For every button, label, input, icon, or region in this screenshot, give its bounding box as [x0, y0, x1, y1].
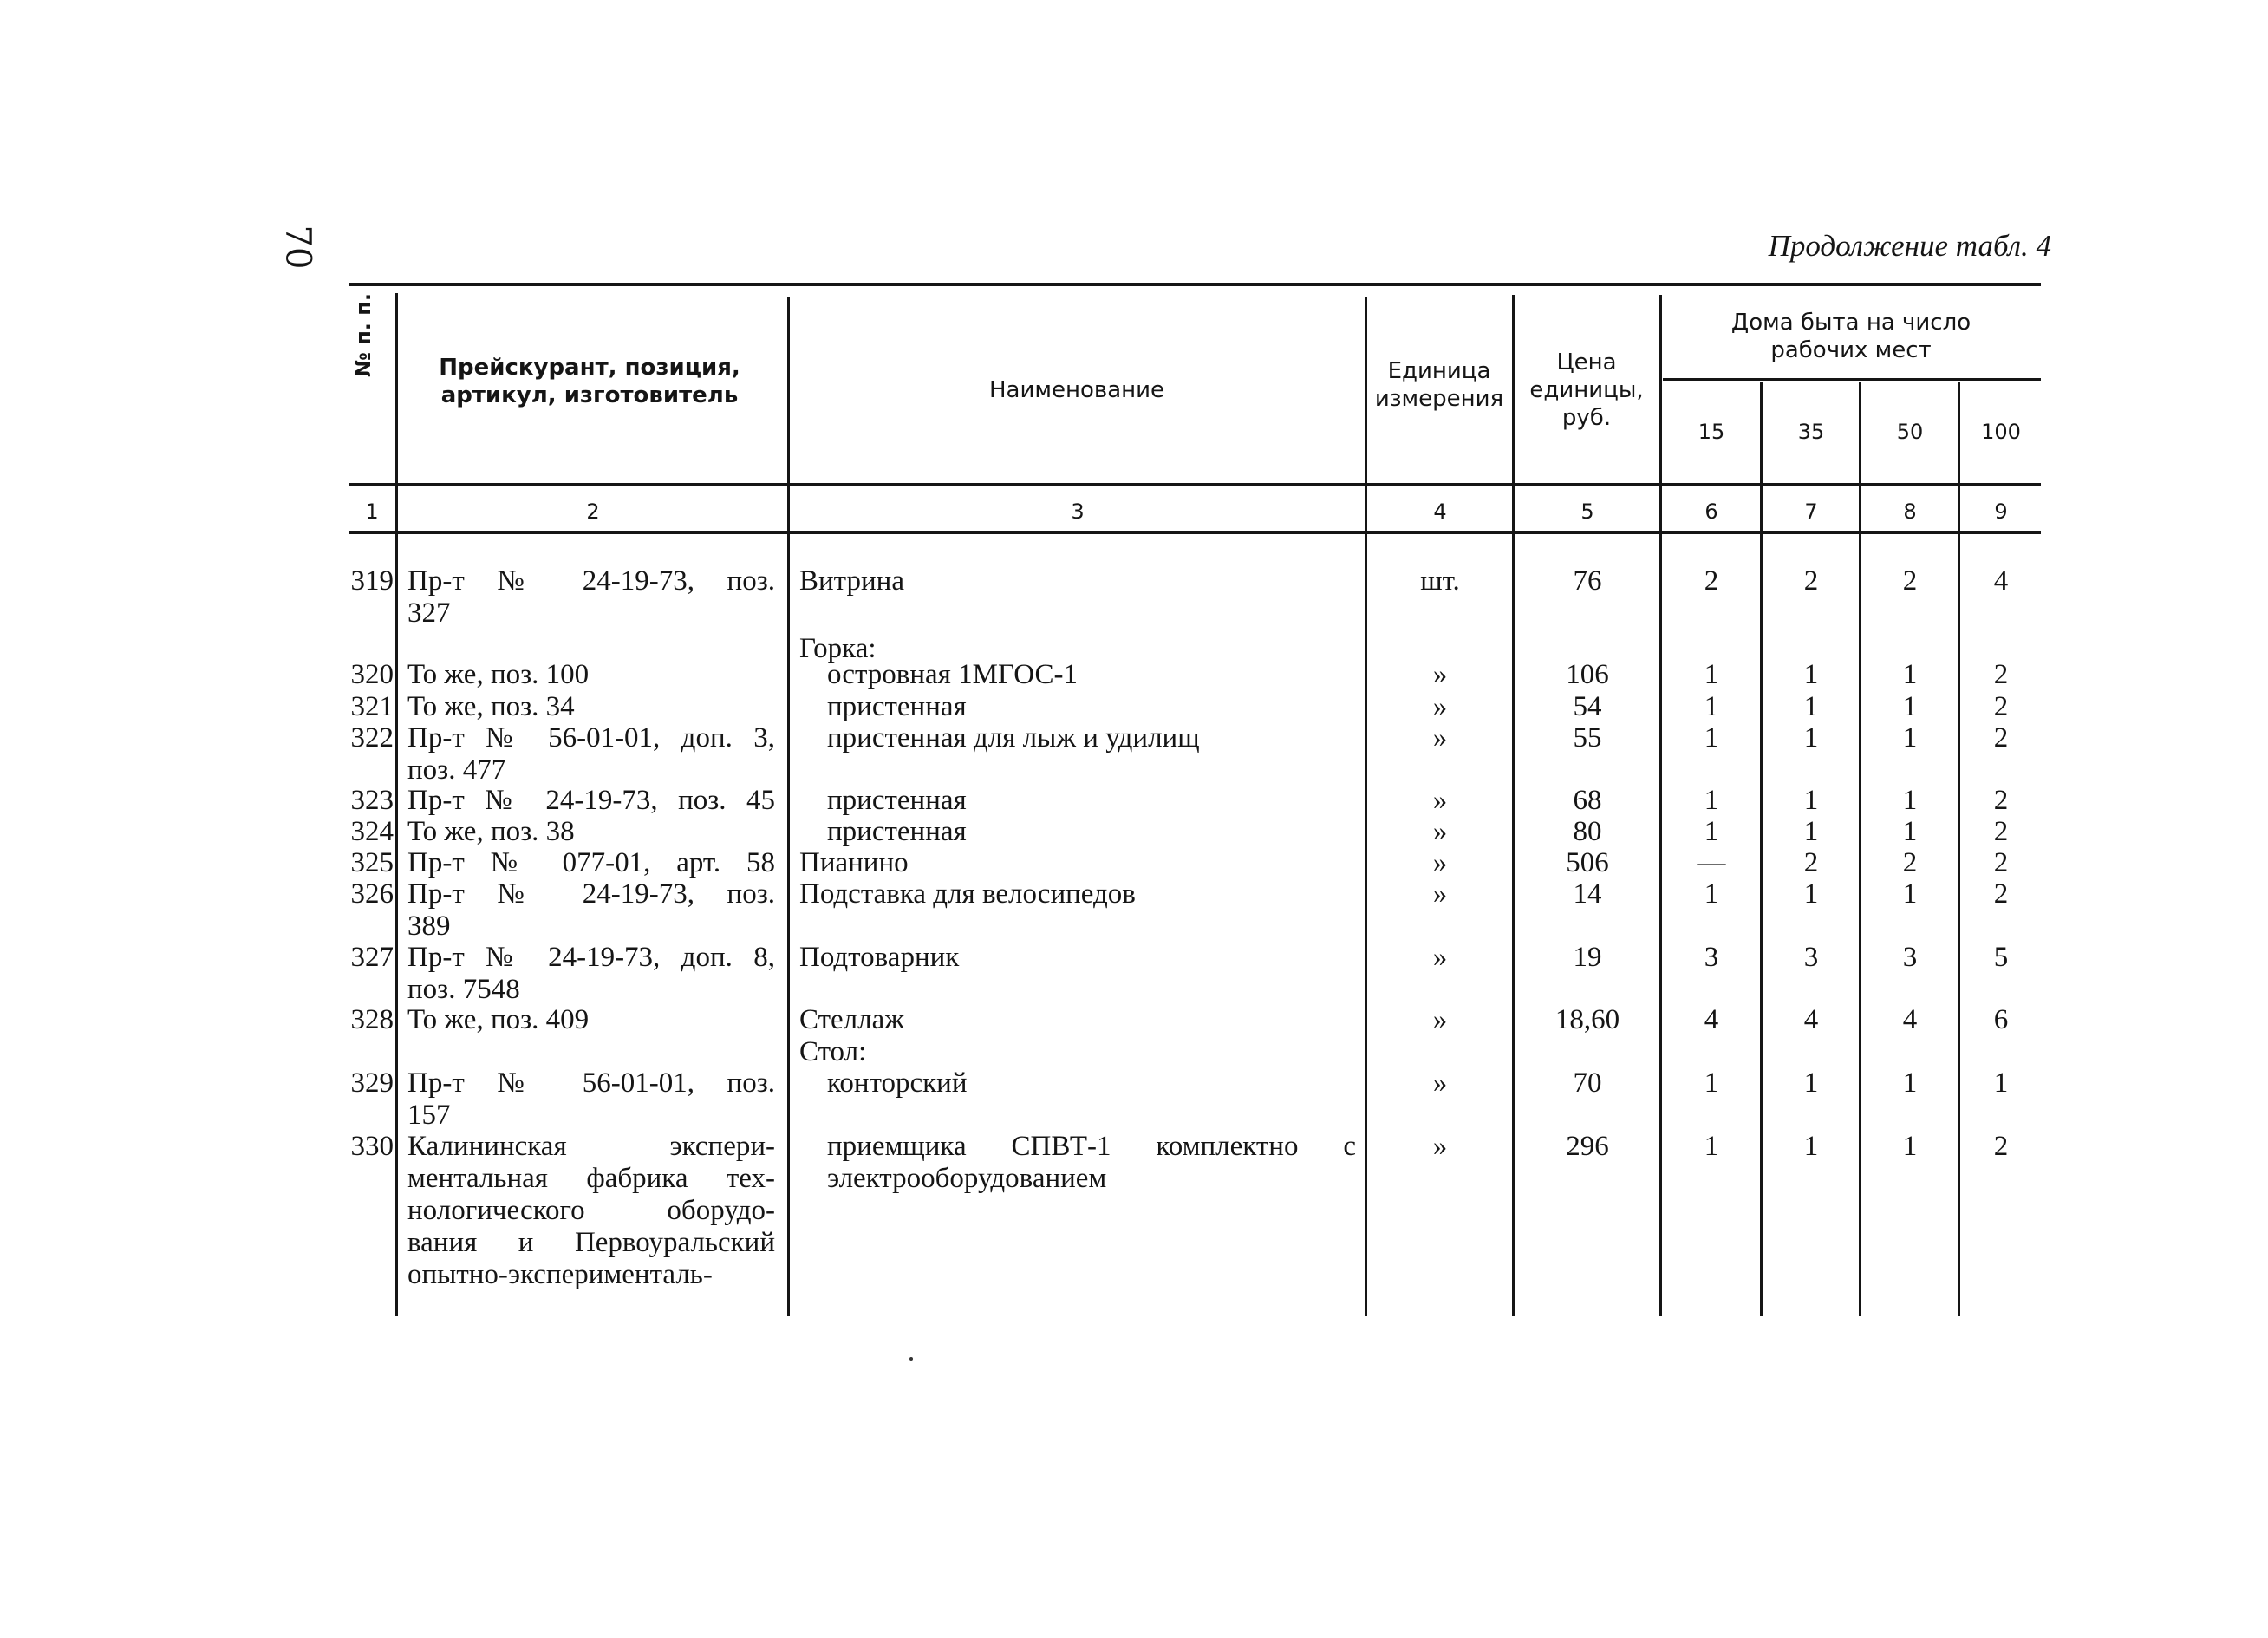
price: 14	[1573, 878, 1602, 910]
page-number: 70	[277, 225, 318, 270]
quantity-50: 2	[1902, 565, 1918, 597]
row-number: 324	[350, 816, 394, 847]
quantity-50: 1	[1902, 691, 1918, 722]
item-name: пристенная	[827, 691, 967, 722]
price: 506	[1566, 847, 1609, 878]
col-divider-3	[1365, 297, 1367, 1316]
price: 296	[1566, 1131, 1609, 1162]
item-name: пристенная	[827, 785, 967, 816]
quantity-100: 4	[1993, 565, 2009, 597]
column-number-3: 3	[1071, 499, 1085, 524]
col-divider-2	[787, 297, 790, 1316]
header-row-number: № п. п.	[351, 293, 375, 377]
header-workplaces-15: 15	[1698, 420, 1725, 444]
column-number-9: 9	[1994, 499, 2008, 524]
quantity-50: 1	[1902, 878, 1918, 910]
item-name: пристенная	[827, 816, 967, 847]
quantity-100: 2	[1993, 1131, 2009, 1162]
col-divider-6	[1760, 382, 1763, 1316]
quantity-50: 4	[1902, 1004, 1918, 1035]
pricelist-ref: Пр-т № 24-19-73, поз.	[407, 878, 775, 910]
pricelist-ref: 157	[407, 1100, 451, 1131]
unit: »	[1432, 659, 1448, 690]
quantity-100: 2	[1993, 722, 2009, 754]
pricelist-ref: 327	[407, 597, 451, 629]
column-number-4: 4	[1433, 499, 1447, 524]
pricelist-ref: поз. 477	[407, 754, 506, 786]
col-divider-5	[1659, 295, 1662, 1316]
quantity-15: 1	[1704, 722, 1719, 754]
price: 18,60	[1554, 1004, 1620, 1035]
quantity-15: 1	[1704, 816, 1719, 847]
quantity-15: —	[1697, 847, 1726, 878]
item-name: электрооборудованием	[827, 1163, 1107, 1194]
quantity-15: 3	[1704, 942, 1719, 973]
quantity-100: 6	[1993, 1004, 2009, 1035]
column-number-5: 5	[1580, 499, 1594, 524]
quantity-35: 1	[1803, 659, 1819, 690]
pricelist-ref: То же, поз. 38	[407, 816, 575, 847]
header-workplaces-35: 35	[1797, 420, 1825, 444]
quantity-35: 1	[1803, 1067, 1819, 1099]
quantity-35: 1	[1803, 691, 1819, 722]
quantity-100: 2	[1993, 659, 2009, 690]
unit: »	[1432, 722, 1448, 754]
unit: шт.	[1420, 565, 1460, 597]
pricelist-ref: То же, поз. 100	[407, 659, 590, 690]
unit: »	[1432, 878, 1448, 910]
col-divider-4	[1512, 295, 1515, 1316]
quantity-100: 2	[1993, 878, 2009, 910]
row-number: 328	[350, 1004, 394, 1035]
table-caption: Продолжение табл. 4	[1768, 229, 2051, 263]
row-number: 319	[350, 565, 394, 597]
row-number: 327	[350, 942, 394, 973]
price: 76	[1573, 565, 1602, 597]
quantity-50: 3	[1902, 942, 1918, 973]
pricelist-ref: ментальная фабрика тех-	[407, 1163, 775, 1194]
quantity-35: 2	[1803, 847, 1819, 878]
quantity-35: 3	[1803, 942, 1819, 973]
quantity-15: 4	[1704, 1004, 1719, 1035]
unit: »	[1432, 691, 1448, 722]
column-number-8: 8	[1903, 499, 1917, 524]
pricelist-ref: Пр-т № 56-01-01, доп. 3,	[407, 722, 775, 754]
row-number: 322	[350, 722, 394, 754]
header-price: Цена единицы, руб.	[1529, 349, 1644, 431]
quantity-15: 1	[1704, 1067, 1719, 1099]
item-name: островная 1МГОС-1	[827, 659, 1078, 690]
quantity-50: 1	[1902, 722, 1918, 754]
unit: »	[1432, 942, 1448, 973]
stray-dot	[909, 1357, 913, 1361]
item-name: Стеллаж	[799, 1004, 905, 1035]
pricelist-ref: Пр-т № 077-01, арт. 58	[407, 847, 775, 878]
subheader-rule	[1663, 378, 2041, 381]
column-number-1: 1	[365, 499, 379, 524]
table-top-rule	[349, 283, 2041, 286]
quantity-35: 2	[1803, 565, 1819, 597]
price: 106	[1566, 659, 1609, 690]
item-name: Стол:	[799, 1036, 867, 1067]
colnum-bottom-rule	[349, 531, 2041, 534]
item-name: Подтоварник	[799, 942, 960, 973]
quantity-50: 1	[1902, 659, 1918, 690]
quantity-15: 1	[1704, 878, 1719, 910]
row-number: 326	[350, 878, 394, 910]
col-divider-7	[1859, 382, 1861, 1316]
quantity-50: 1	[1902, 1131, 1918, 1162]
header-name: Наименование	[988, 377, 1165, 403]
row-number: 330	[350, 1131, 394, 1162]
price: 68	[1573, 785, 1602, 816]
quantity-100: 5	[1993, 942, 2009, 973]
pricelist-ref: То же, поз. 34	[407, 691, 575, 722]
quantity-100: 1	[1993, 1067, 2009, 1099]
quantity-35: 1	[1803, 722, 1819, 754]
quantity-100: 2	[1993, 847, 2009, 878]
quantity-15: 1	[1704, 785, 1719, 816]
unit: »	[1432, 785, 1448, 816]
unit: »	[1432, 1067, 1448, 1099]
quantity-35: 1	[1803, 1131, 1819, 1162]
row-number: 323	[350, 785, 394, 816]
row-number: 321	[350, 691, 394, 722]
quantity-50: 1	[1902, 785, 1918, 816]
row-number: 329	[350, 1067, 394, 1099]
col-divider-1	[395, 293, 398, 1316]
price: 55	[1573, 722, 1602, 754]
quantity-15: 1	[1704, 659, 1719, 690]
unit: »	[1432, 847, 1448, 878]
item-name: Пианино	[799, 847, 909, 878]
col-divider-8	[1958, 382, 1960, 1316]
column-number-7: 7	[1804, 499, 1818, 524]
price: 19	[1573, 942, 1602, 973]
quantity-15: 1	[1704, 691, 1719, 722]
quantity-35: 4	[1803, 1004, 1819, 1035]
header-bottom-rule	[349, 483, 2041, 486]
quantity-50: 1	[1902, 1067, 1918, 1099]
quantity-50: 2	[1902, 847, 1918, 878]
column-number-6: 6	[1704, 499, 1718, 524]
header-group: Дома быта на число рабочих мест	[1730, 310, 1971, 363]
pricelist-ref: нологического оборудо-	[407, 1195, 775, 1226]
pricelist-ref: вания и Первоуральский	[407, 1227, 775, 1258]
pricelist-ref: 389	[407, 910, 451, 942]
pricelist-ref: Пр-т № 24-19-73, поз. 45	[407, 785, 775, 816]
price: 80	[1573, 816, 1602, 847]
item-name: Подставка для велосипедов	[799, 878, 1136, 910]
price: 70	[1573, 1067, 1602, 1099]
quantity-100: 2	[1993, 816, 2009, 847]
quantity-35: 1	[1803, 816, 1819, 847]
pricelist-ref: Калининская экспери-	[407, 1131, 775, 1162]
item-name: Витрина	[799, 565, 904, 597]
quantity-35: 1	[1803, 878, 1819, 910]
unit: »	[1432, 1131, 1448, 1162]
header-pricelist: Прейскурант, позиция, артикул, изготовитель	[439, 355, 740, 408]
price: 54	[1573, 691, 1602, 722]
unit: »	[1432, 1004, 1448, 1035]
item-name: Горка:	[799, 633, 877, 664]
quantity-100: 2	[1993, 691, 2009, 722]
header-workplaces-100: 100	[1981, 420, 2021, 444]
unit: »	[1432, 816, 1448, 847]
header-workplaces-50: 50	[1896, 420, 1924, 444]
pricelist-ref: поз. 7548	[407, 974, 520, 1005]
item-name: пристенная для лыж и удилищ	[827, 722, 1200, 754]
column-number-2: 2	[586, 499, 600, 524]
quantity-15: 2	[1704, 565, 1719, 597]
quantity-100: 2	[1993, 785, 2009, 816]
pricelist-ref: То же, поз. 409	[407, 1004, 590, 1035]
quantity-15: 1	[1704, 1131, 1719, 1162]
row-number: 320	[350, 659, 394, 690]
item-name: приемщика СПВТ-1 комплектно с	[827, 1131, 1356, 1162]
header-unit: Единица измерения	[1374, 358, 1504, 412]
pricelist-ref: Пр-т № 24-19-73, доп. 8,	[407, 942, 775, 973]
pricelist-ref: опытно-эксперименталь-	[407, 1259, 713, 1290]
item-name: конторский	[827, 1067, 968, 1099]
quantity-50: 1	[1902, 816, 1918, 847]
pricelist-ref: Пр-т № 24-19-73, поз.	[407, 565, 775, 597]
pricelist-ref: Пр-т № 56-01-01, поз.	[407, 1067, 775, 1099]
row-number: 325	[350, 847, 394, 878]
quantity-35: 1	[1803, 785, 1819, 816]
